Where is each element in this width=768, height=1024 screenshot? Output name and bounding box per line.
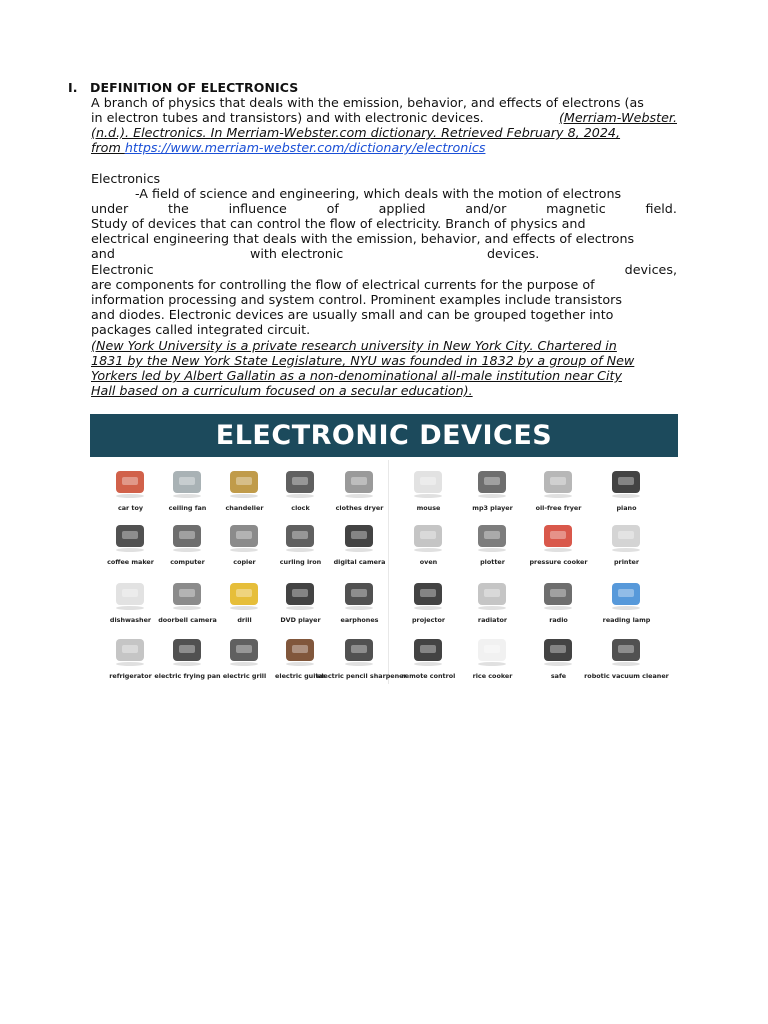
device-caption: copier: [233, 558, 256, 566]
electronic-devices-infographic: [90, 414, 678, 684]
device-caption: refrigerator: [109, 672, 152, 680]
electronics-line-1: -A field of science and engineering, which deals with the motion of electrons: [135, 186, 622, 201]
digital-camera-icon: [335, 519, 383, 555]
section-number: I.: [68, 80, 78, 95]
clothes-dryer-icon: [335, 465, 383, 501]
chandelier-icon: [220, 465, 268, 501]
mp3-player-icon: [468, 465, 516, 501]
infographic-title: ELECTRONIC DEVICES: [90, 414, 678, 457]
projector-icon: [404, 577, 452, 613]
electronics-line-8: information processing and system control. Prominent examples include transistors: [91, 292, 622, 307]
electronics-line-2: under the influence of applied and/or magnetic field.: [91, 201, 677, 216]
note-line-2: 1831 by the New York State Legislature, NYU was founded in 1832 by a group of New: [91, 353, 635, 368]
device-caption: printer: [613, 558, 639, 566]
dictionary-link[interactable]: https://www.merriam-webster.com/dictionary/electronics: [124, 140, 486, 155]
drill-icon: [220, 577, 268, 613]
device-caption: drill: [237, 616, 252, 624]
citation-text: (Merriam-Webster.: [558, 110, 677, 125]
device-caption: robotic vacuum cleaner: [584, 672, 669, 680]
device-caption: radio: [549, 616, 568, 624]
device-caption: mouse: [416, 504, 441, 512]
ceiling-fan-icon: [163, 465, 211, 501]
reading-lamp-icon: [602, 577, 650, 613]
device-caption: electric grill: [222, 672, 267, 680]
electric-pencil-sharpener-icon: [335, 633, 383, 669]
definition-line-2: in electron tubes and transistors) and with electronic devices. (Merriam-Webster.: [91, 110, 677, 125]
device-reading-lamp: [590, 574, 663, 632]
dvd-player-icon: [276, 577, 324, 613]
pressure-cooker-icon: [534, 519, 582, 555]
device-caption: DVD player: [280, 616, 321, 624]
electronics-line-5: and with electronic devices.: [91, 246, 540, 261]
robotic-vacuum-cleaner-icon: [602, 633, 650, 669]
printer-icon: [602, 519, 650, 555]
device-caption: earphones: [340, 616, 379, 624]
definition-line-1: A branch of physics that deals with the emission, behavior, and effects of electrons (as: [91, 95, 644, 110]
electronics-line-3: Study of devices that can control the flow of electricity. Branch of physics and: [91, 216, 586, 231]
note-line-4: Hall based on a curriculum focused on a secular education).: [91, 383, 473, 398]
oil-free-fryer-icon: [534, 465, 582, 501]
safe-icon: [534, 633, 582, 669]
copier-icon: [220, 519, 268, 555]
device-caption: pressure cooker: [529, 558, 588, 566]
doorbell-camera-icon: [163, 577, 211, 613]
computer-icon: [163, 519, 211, 555]
dishwasher-icon: [106, 577, 154, 613]
device-caption: oil-free fryer: [535, 504, 582, 512]
device-robotic-vacuum-cleaner: [584, 630, 669, 684]
device-caption: radiator: [477, 616, 508, 624]
piano-icon: [602, 465, 650, 501]
device-caption: projector: [411, 616, 446, 624]
electronics-line-4: electrical engineering that deals with the emission, behavior, and effects of electrons: [91, 231, 635, 246]
electronics-line-10: packages called integrated circuit.: [91, 322, 311, 337]
clock-icon: [276, 465, 324, 501]
device-caption: car toy: [117, 504, 144, 512]
device-caption: remote control: [401, 672, 456, 680]
electronics-line-7: are components for controlling the flow of electrical currents for the purpose of: [91, 277, 595, 292]
device-caption: clock: [291, 504, 310, 512]
note-line-3: Yorkers led by Albert Gallatin as a non-denominational all-male institution near City: [91, 368, 622, 383]
device-caption: clothes dryer: [335, 504, 384, 512]
device-caption: plotter: [480, 558, 505, 566]
curling-iron-icon: [276, 519, 324, 555]
oven-icon: [404, 519, 452, 555]
device-caption: curling iron: [279, 558, 322, 566]
device-caption: piano: [616, 504, 637, 512]
device-caption: coffee maker: [107, 558, 154, 566]
device-caption: digital camera: [333, 558, 386, 566]
device-caption: oven: [419, 558, 438, 566]
electric-frying-pan-icon: [163, 633, 211, 669]
definition-line-3: [91, 125, 677, 140]
mouse-icon: [404, 465, 452, 501]
device-caption: safe: [550, 672, 567, 680]
electronics-label: Electronics: [91, 171, 161, 186]
electric-grill-icon: [220, 633, 268, 669]
plotter-icon: [468, 519, 516, 555]
device-caption: rice cooker: [472, 672, 513, 680]
car-toy-icon: [106, 465, 154, 501]
electric-guitar-icon: [276, 633, 324, 669]
device-caption: mp3 player: [472, 504, 513, 512]
device-caption: computer: [170, 558, 205, 566]
section-title: DEFINITION OF ELECTRONICS: [90, 80, 299, 95]
note-line-1: (New York University is a private research university in New York City. Chartered in: [91, 338, 617, 353]
radiator-icon: [468, 577, 516, 613]
radio-icon: [534, 577, 582, 613]
electronics-line-9: and diodes. Electronic devices are usually small and can be grouped together into: [91, 307, 614, 322]
coffee-maker-icon: [106, 519, 154, 555]
device-caption: electric pencil sharpener: [317, 672, 407, 680]
device-caption: electric guitar: [275, 672, 326, 680]
citation-text: (n.d.). Electronics. In Merriam-Webster.com dictionary. Retrieved February 8, 2024,: [91, 125, 621, 140]
device-caption: chandelier: [225, 504, 264, 512]
remote-control-icon: [404, 633, 452, 669]
device-caption: ceiling fan: [168, 504, 207, 512]
device-piano: [590, 462, 663, 520]
electronics-line-6: Electronic devices,: [91, 262, 677, 277]
refrigerator-icon: [106, 633, 154, 669]
earphones-icon: [335, 577, 383, 613]
rice-cooker-icon: [468, 633, 516, 669]
device-caption: dishwasher: [109, 616, 152, 624]
device-caption: doorbell camera: [158, 616, 217, 624]
definition-line-4: from https://www.merriam-webster.com/dictionary/electronics: [91, 140, 486, 155]
section-heading: [68, 80, 298, 95]
device-printer: [590, 516, 663, 574]
device-caption: electric frying pan: [154, 672, 221, 680]
device-caption: reading lamp: [602, 616, 651, 624]
